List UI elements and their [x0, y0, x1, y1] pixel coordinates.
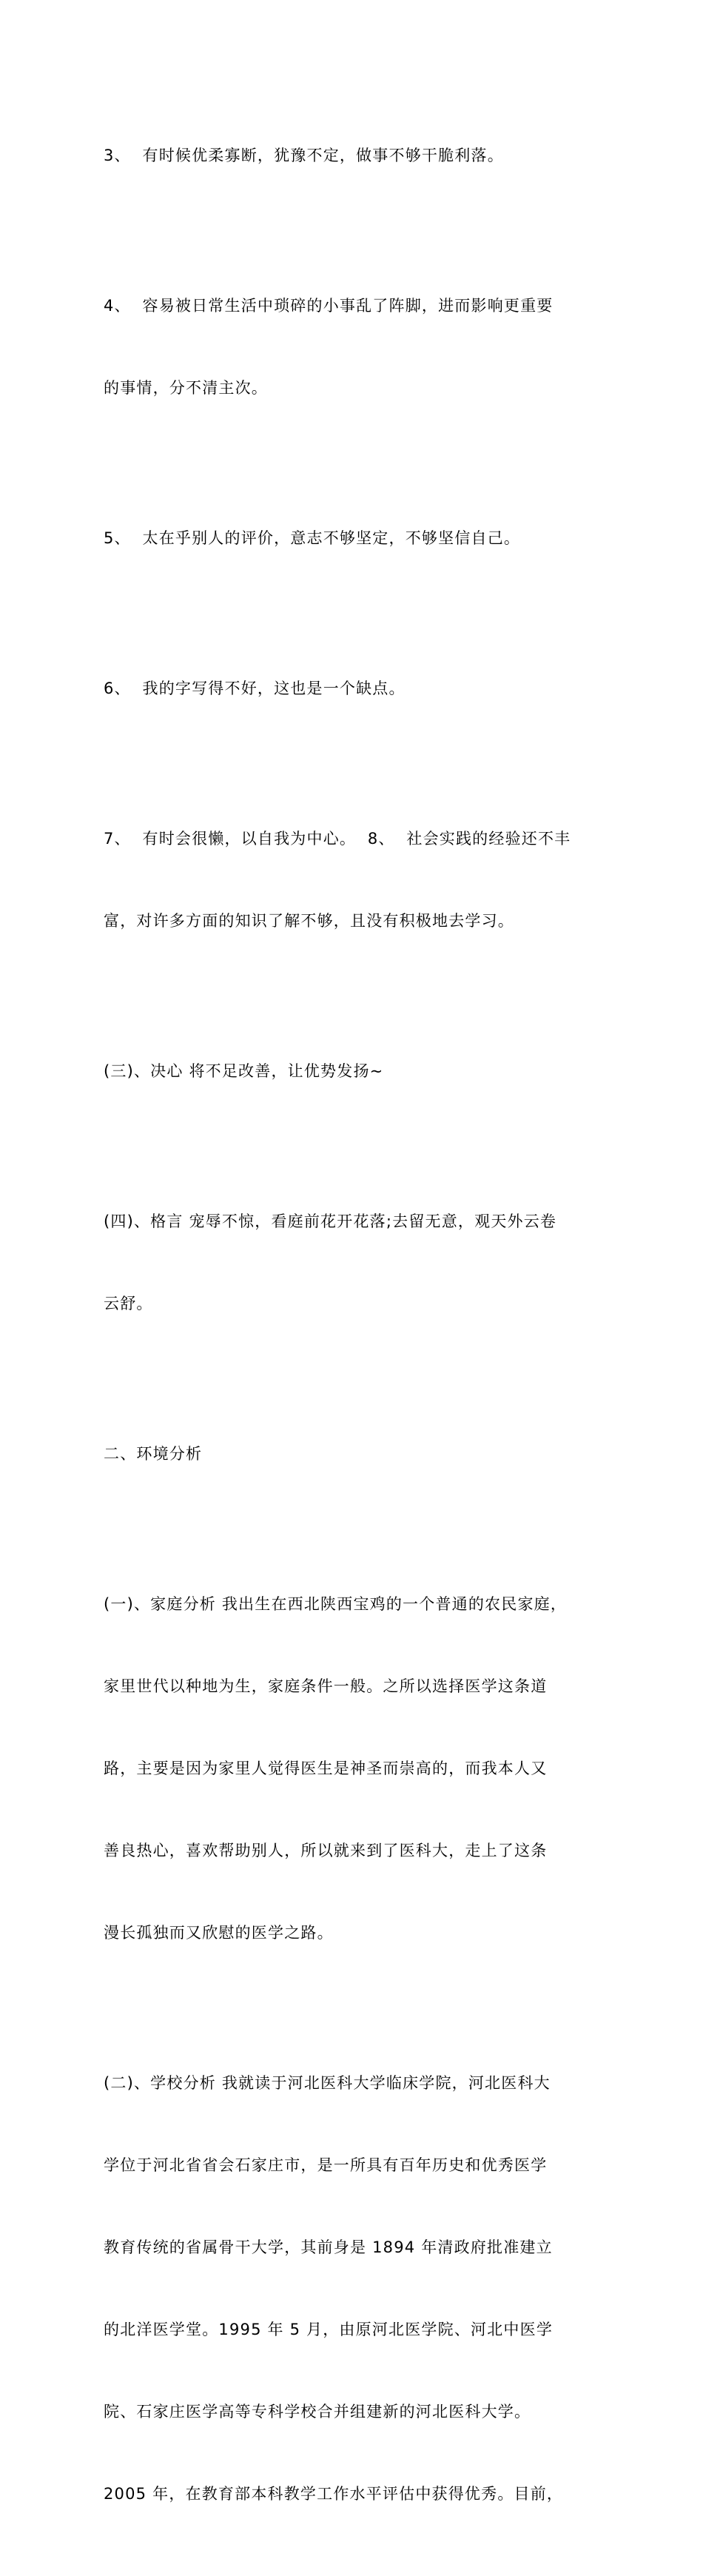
text-line: 4、 容易被日常生活中琐碎的小事乱了阵脚，进而影响更重要 [104, 297, 554, 315]
text-line: 7、 有时会很懒，以自我为中心。 8、 社会实践的经验还不丰 [104, 830, 571, 848]
text-line: 3、 有时候优柔寡断，犹豫不定，做事不够干脆利落。 [104, 147, 504, 164]
paragraph-weakness-6 [104, 620, 614, 757]
text-line: 二、环境分析 [104, 1445, 203, 1463]
paragraph-motto [104, 1153, 614, 1372]
paragraph-weakness-7-8 [104, 771, 614, 990]
text-line: 的事情，分不清主次。 [104, 379, 268, 397]
text-line: (二)、学校分析 我就读于河北医科大学临床学院，河北医科大 [104, 2074, 551, 2092]
paragraph-weakness-5 [104, 470, 614, 607]
text-line: 云舒。 [104, 1295, 153, 1312]
text-line: 院、石家庄医学高等专科学校合并组建新的河北医科大学。 [104, 2403, 531, 2421]
text-line: 2005 年，在教育部本科教学工作水平评估中获得优秀。目前， [104, 2485, 564, 2503]
text-line: 路，主要是因为家里人觉得医生是神圣而崇高的，而我本人又 [104, 1760, 548, 1777]
text-line: 漫长孤独而又欣慰的医学之路。 [104, 1924, 334, 1942]
text-line: 6、 我的字写得不好，这也是一个缺点。 [104, 680, 406, 697]
text-line: (四)、格言 宠辱不惊，看庭前花开花落;去留无意，观天外云卷 [104, 1212, 557, 1230]
section-heading-environment-analysis [104, 1386, 614, 1523]
text-line: 富，对许多方面的知识了解不够，且没有积极地去学习。 [104, 912, 514, 930]
text-line: (三)、决心 将不足改善，让优势发扬~ [104, 1062, 384, 1080]
text-line: 教育传统的省属骨干大学，其前身是 1894 年清政府批准建立 [104, 2238, 553, 2256]
text-line: (一)、家庭分析 我出生在西北陕西宝鸡的一个普通的农民家庭， [104, 1595, 568, 1613]
paragraph-family-analysis [104, 1536, 614, 2002]
paragraph-determination [104, 1003, 614, 1140]
text-line: 学位于河北省省会石家庄市，是一所具有百年历史和优秀医学 [104, 2156, 548, 2174]
text-line: 5、 太在乎别人的评价，意志不够坚定，不够坚信自己。 [104, 529, 521, 547]
text-line: 善良热心，喜欢帮助别人，所以就来到了医科大，走上了这条 [104, 1842, 548, 1859]
paragraph-school-analysis [104, 2015, 614, 2563]
paragraph-weakness-4 [104, 238, 614, 457]
text-line: 家里世代以种地为生，家庭条件一般。之所以选择医学这条道 [104, 1677, 548, 1695]
paragraph-weakness-3 [104, 87, 614, 224]
text-line: 的北洋医学堂。1995 年 5 月，由原河北医学院、河北中医学 [104, 2321, 554, 2338]
document-page [104, 87, 614, 2576]
